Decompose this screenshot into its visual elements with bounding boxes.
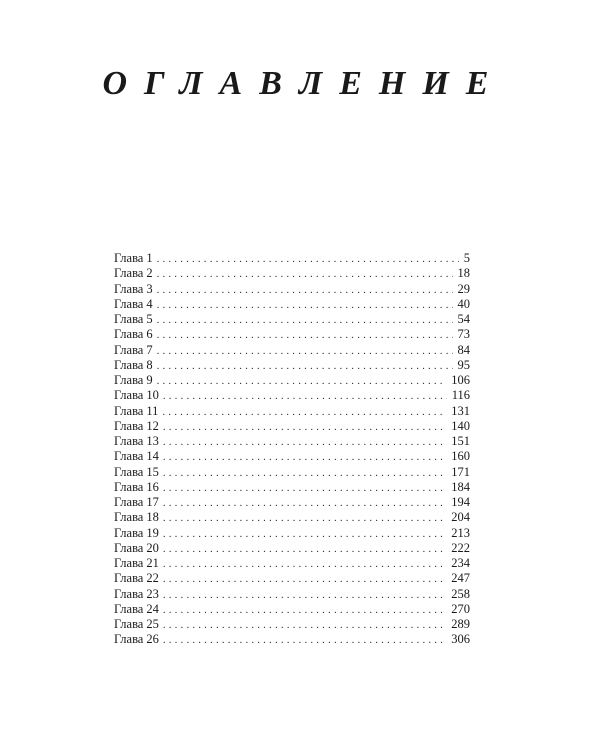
dot-leader: [163, 542, 446, 557]
page-number: 18: [457, 266, 470, 281]
chapter-word: Глава: [114, 373, 144, 387]
page-number: 151: [451, 434, 470, 448]
page-number: 140: [451, 418, 470, 433]
dot-leader: [163, 527, 446, 542]
dot-leader: [157, 267, 453, 282]
toc-entry[interactable]: [114, 541, 470, 556]
chapter-word: Глава: [114, 449, 144, 464]
chapter-word: Глава: [114, 251, 144, 265]
page-number: 306: [451, 632, 470, 647]
chapter-word: Глава: [114, 342, 144, 357]
toc-entry[interactable]: [114, 449, 470, 464]
toc-entry[interactable]: [114, 358, 470, 373]
toc-entry[interactable]: [114, 327, 470, 342]
page-number: 213: [451, 525, 470, 540]
toc-entry[interactable]: [114, 526, 470, 541]
dot-leader: [163, 450, 446, 465]
dot-leader: [157, 252, 459, 267]
page-number: 95: [457, 357, 470, 372]
chapter-number: 12: [146, 418, 159, 433]
toc-entry-label: [114, 602, 159, 617]
page-number: 131: [451, 403, 470, 418]
chapter-word: Глава: [114, 510, 144, 525]
chapter-number: 11: [146, 403, 159, 418]
toc-entry[interactable]: [114, 602, 470, 617]
toc-entry-label: [114, 632, 159, 647]
toc-entry-label: [114, 571, 159, 586]
dot-leader: [157, 298, 453, 313]
toc-entry[interactable]: [114, 373, 470, 388]
chapter-number: 22: [146, 571, 159, 586]
dot-leader: [163, 389, 447, 404]
page-number: 5: [463, 251, 470, 265]
chapter-word: Глава: [114, 312, 144, 326]
dot-leader: [163, 603, 446, 618]
chapter-word: Глава: [114, 586, 144, 601]
toc-entry-label: [114, 449, 159, 464]
chapter-word: Глава: [114, 617, 144, 631]
chapter-word: Глава: [114, 266, 144, 281]
chapter-word: Глава: [114, 464, 144, 479]
chapter-number: 17: [146, 495, 159, 509]
dot-leader: [163, 588, 446, 603]
chapter-number: 14: [146, 449, 159, 464]
dot-leader: [163, 618, 446, 633]
toc-entry-label: [114, 343, 153, 358]
toc-entry-label: [114, 587, 159, 602]
toc-entry-label: [114, 388, 159, 403]
toc-entry[interactable]: [114, 556, 470, 571]
page-number: 204: [451, 510, 470, 525]
chapter-number: 24: [146, 601, 159, 616]
toc-entry[interactable]: [114, 404, 470, 419]
toc-entry-label: [114, 434, 159, 449]
toc-entry[interactable]: [114, 617, 470, 632]
toc-entry-label: [114, 556, 159, 571]
page-number: 222: [451, 540, 470, 555]
chapter-word: Глава: [114, 281, 144, 296]
dot-leader: [157, 328, 453, 343]
toc-entry-label: [114, 495, 159, 510]
chapter-number: 6: [146, 327, 153, 342]
page-title: ОГЛАВЛЕНИЕ: [102, 65, 506, 102]
page-number: 106: [451, 373, 470, 387]
page-number: 171: [451, 464, 470, 479]
toc-entry-label: [114, 358, 153, 373]
chapter-word: Глава: [114, 540, 144, 555]
page-number: 73: [457, 327, 470, 342]
toc-entry[interactable]: [114, 495, 470, 510]
table-of-contents: [114, 251, 470, 648]
toc-entry-label: [114, 373, 153, 388]
chapter-number: 19: [146, 525, 159, 540]
toc-entry-label: [114, 480, 159, 495]
chapter-word: Глава: [114, 479, 144, 494]
page-number: 29: [457, 281, 470, 296]
toc-entry-label: [114, 541, 159, 556]
dot-leader: [163, 511, 446, 526]
toc-entry-label: [114, 419, 159, 434]
page-number: 289: [451, 617, 470, 631]
dot-leader: [157, 359, 453, 374]
toc-entry-label: [114, 510, 159, 525]
toc-entry[interactable]: [114, 343, 470, 358]
page-number: 258: [451, 586, 470, 601]
toc-entry-label: [114, 251, 153, 266]
chapter-number: 1: [146, 251, 153, 265]
toc-entry[interactable]: [114, 480, 470, 495]
chapter-number: 16: [146, 479, 159, 494]
toc-entry[interactable]: [114, 434, 470, 449]
toc-entry[interactable]: [114, 419, 470, 434]
dot-leader: [163, 633, 446, 648]
dot-leader: [163, 466, 446, 481]
page-number: 184: [451, 479, 470, 494]
toc-entry-label: [114, 297, 153, 312]
dot-leader: [163, 435, 446, 450]
toc-entry[interactable]: [114, 266, 470, 281]
chapter-number: 15: [146, 464, 159, 479]
dot-leader: [163, 496, 446, 511]
toc-entry-label: [114, 327, 153, 342]
chapter-word: Глава: [114, 571, 144, 586]
dot-leader: [157, 344, 453, 359]
toc-entry[interactable]: [114, 465, 470, 480]
dot-leader: [163, 420, 446, 435]
page-number: 270: [451, 601, 470, 616]
chapter-word: Глава: [114, 418, 144, 433]
dot-leader: [163, 557, 446, 572]
page-number: 160: [451, 449, 470, 464]
toc-entry[interactable]: [114, 632, 470, 647]
chapter-word: Глава: [114, 632, 144, 647]
dot-leader: [157, 313, 453, 328]
chapter-number: 20: [146, 540, 159, 555]
page-number: 116: [451, 388, 470, 403]
chapter-number: 3: [146, 281, 153, 296]
chapter-number: 10: [146, 388, 159, 403]
chapter-word: Глава: [114, 388, 144, 403]
chapter-word: Глава: [114, 434, 144, 448]
chapter-word: Глава: [114, 403, 144, 418]
chapter-number: 25: [146, 617, 159, 631]
toc-entry[interactable]: [114, 587, 470, 602]
toc-entry-label: [114, 312, 153, 327]
page-number: 247: [451, 571, 470, 586]
chapter-word: Глава: [114, 327, 144, 342]
chapter-word: Глава: [114, 357, 144, 372]
chapter-word: Глава: [114, 525, 144, 540]
toc-entry-label: [114, 465, 159, 480]
chapter-word: Глава: [114, 296, 144, 311]
chapter-word: Глава: [114, 556, 144, 570]
toc-entry-label: [114, 526, 159, 541]
toc-entry[interactable]: [114, 251, 470, 266]
chapter-word: Глава: [114, 495, 144, 509]
dot-leader: [163, 481, 446, 496]
page-number: 84: [457, 342, 470, 357]
toc-entry[interactable]: [114, 510, 470, 525]
chapter-number: 13: [146, 434, 159, 448]
chapter-number: 23: [146, 586, 159, 601]
toc-entry[interactable]: [114, 282, 470, 297]
dot-leader: [157, 283, 453, 298]
toc-entry-label: [114, 404, 158, 419]
chapter-number: 21: [146, 556, 159, 570]
toc-entry[interactable]: [114, 297, 470, 312]
page-number: 194: [451, 495, 470, 509]
toc-entry-label: [114, 282, 153, 297]
chapter-number: 18: [146, 510, 159, 525]
chapter-word: Глава: [114, 601, 144, 616]
page-number: 234: [451, 556, 470, 570]
chapter-number: 26: [146, 632, 159, 647]
toc-entry[interactable]: [114, 388, 470, 403]
chapter-number: 8: [146, 357, 153, 372]
toc-entry[interactable]: [114, 571, 470, 586]
dot-leader: [163, 572, 446, 587]
page-number: 54: [457, 312, 470, 326]
chapter-number: 9: [146, 373, 153, 387]
toc-entry[interactable]: [114, 312, 470, 327]
toc-entry-label: [114, 266, 153, 281]
chapter-number: 4: [146, 296, 153, 311]
chapter-number: 2: [146, 266, 153, 281]
page-number: 40: [457, 296, 470, 311]
dot-leader: [157, 374, 447, 389]
dot-leader: [162, 405, 446, 420]
toc-entry-label: [114, 617, 159, 632]
chapter-number: 5: [146, 312, 153, 326]
chapter-number: 7: [146, 342, 153, 357]
